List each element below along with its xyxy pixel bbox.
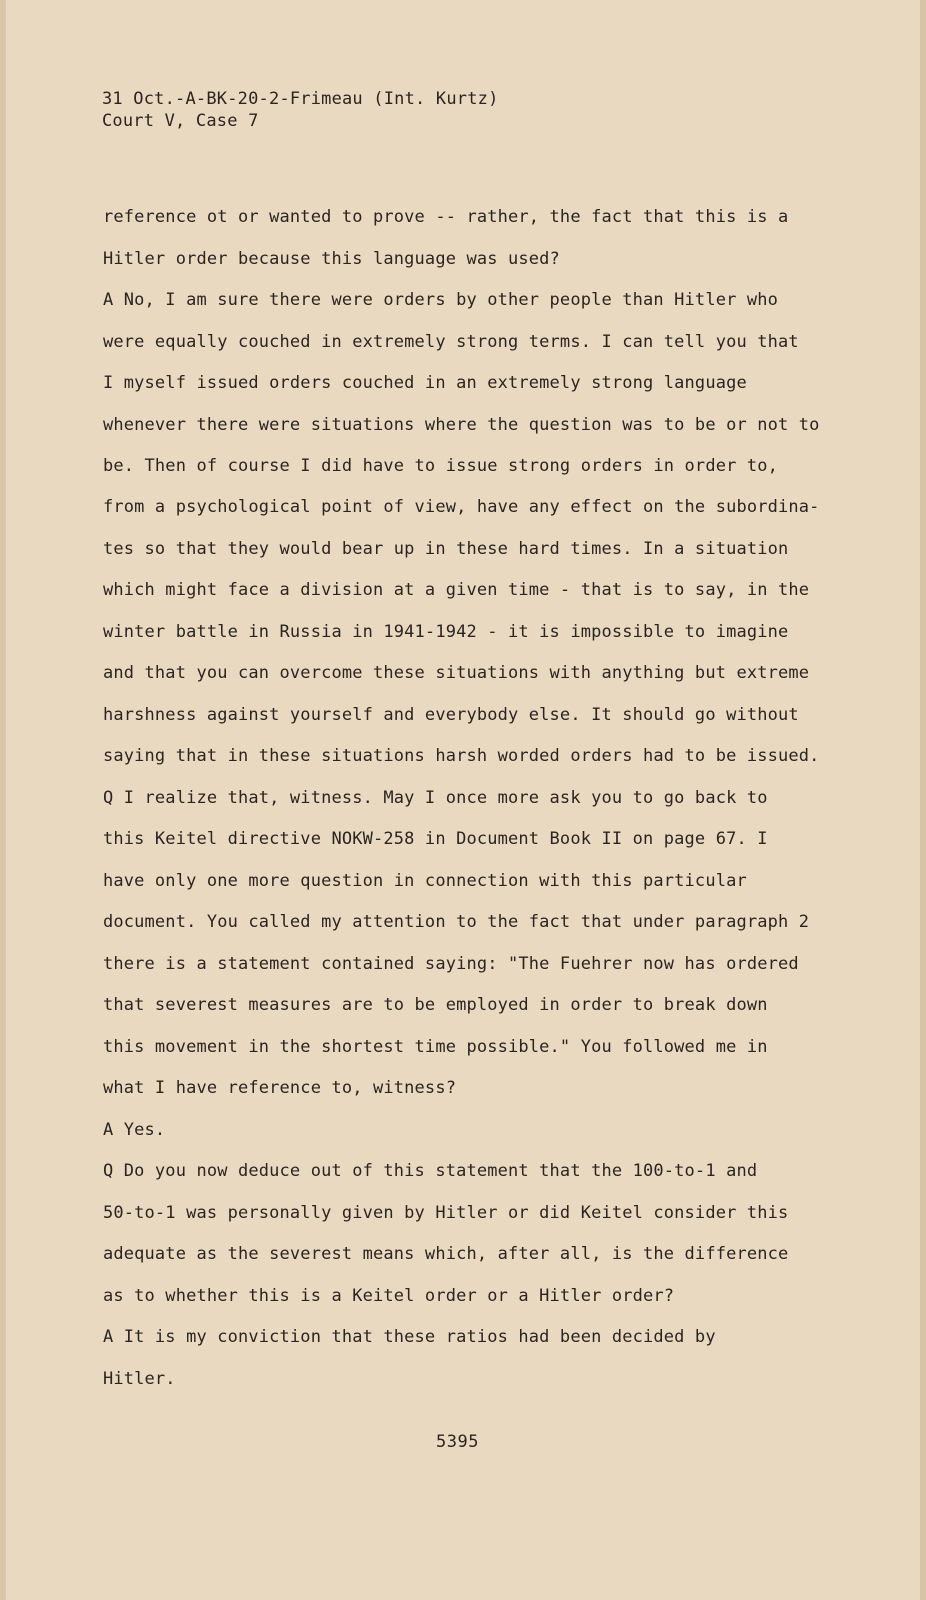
transcript-line: adequate as the severest means which, after all, is the difference — [103, 1244, 789, 1264]
transcript-line: there is a statement contained saying: "The Fuehrer now has ordered — [103, 954, 799, 974]
transcript-line: were equally couched in extremely strong terms. I can tell you that — [103, 332, 799, 352]
transcript-line: whenever there were situations where the question was to be or not to — [103, 415, 820, 435]
transcript-line: as to whether this is a Keitel order or a Hitler order? — [103, 1286, 675, 1306]
transcript-line: this Keitel directive NOKW-258 in Document Book II on page 67. I — [103, 829, 768, 849]
header-court-line: Court V, Case 7 — [102, 111, 259, 131]
transcript-line: from a psychological point of view, have any effect on the subordina- — [103, 497, 820, 517]
transcript-line: A It is my conviction that these ratios had been decided by — [103, 1327, 716, 1347]
transcript-line: A Yes. — [103, 1120, 166, 1140]
transcript-line: Q I realize that, witness. May I once more ask you to go back to — [103, 788, 768, 808]
transcript-line: which might face a division at a given time - that is to say, in the — [103, 580, 810, 600]
transcript-line: Hitler order because this language was used? — [103, 249, 560, 269]
transcript-line: be. Then of course I did have to issue strong orders in order to, — [103, 456, 779, 476]
transcript-line: saying that in these situations harsh worded orders had to be issued. — [103, 746, 820, 766]
transcript-line: winter battle in Russia in 1941-1942 - it is impossible to imagine — [103, 622, 789, 642]
transcript-line: and that you can overcome these situations with anything but extreme — [103, 663, 810, 683]
transcript-line: tes so that they would bear up in these hard times. In a situation — [103, 539, 789, 559]
transcript-line: harshness against yourself and everybody else. It should go without — [103, 705, 799, 725]
transcript-line: Hitler. — [103, 1369, 176, 1389]
transcript-line: that severest measures are to be employed in order to break down — [103, 995, 768, 1015]
transcript-line: Q Do you now deduce out of this statement that the 100-to-1 and — [103, 1161, 758, 1181]
transcript-line: A No, I am sure there were orders by other people than Hitler who — [103, 290, 779, 310]
header-reference-line: 31 Oct.-A-BK-20-2-Frimeau (Int. Kurtz) — [102, 89, 499, 109]
page-number: 5395 — [436, 1432, 479, 1452]
transcript-line: this movement in the shortest time possible." You followed me in — [103, 1037, 768, 1057]
transcript-line: 50-to-1 was personally given by Hitler or did Keitel consider this — [103, 1203, 789, 1223]
transcript-line: have only one more question in connection with this particular — [103, 871, 747, 891]
transcript-line: reference ot or wanted to prove -- rather, the fact that this is a — [103, 207, 789, 227]
transcript-line: document. You called my attention to the fact that under paragraph 2 — [103, 912, 810, 932]
document-header — [102, 88, 499, 132]
transcript-line: I myself issued orders couched in an extremely strong language — [103, 373, 747, 393]
transcript-line: what I have reference to, witness? — [103, 1078, 457, 1098]
